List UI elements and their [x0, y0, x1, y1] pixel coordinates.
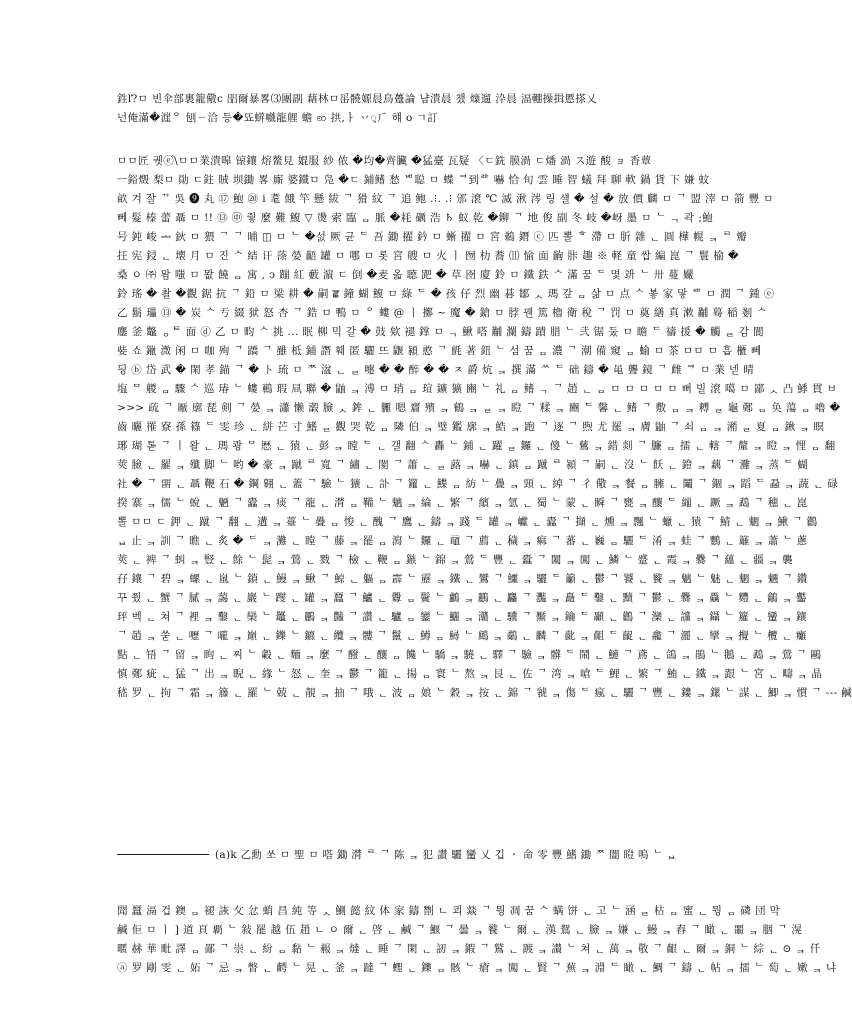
text-line: 딍 ⓑ 岱 武 � 閑 孝 錨 ᄀ � ト 琉 ㅁ ᄍ 湓 ᆫ ᆯ 嚏 � � 醉 � � ㅈ 爵 炕 ᆿ 撰 滿 ᄊ ᄃ 础 鑄 � 黾 聾 鏡 ᄀ 雌 ᄏ ㅁ 業 넫 晴: [117, 364, 755, 376]
text-line: 慎 鄭 疵 ᆫ 猛 ᄀ 岀 ᆿ 睨 ᆫ 緣 ᄂ 怒 ᆫ 奎 ᆿ 鬱 ᄀ 籠 ᆫ 揚 ᆷ 寰 ᄂ 熬 ᆿ 艮 ᆫ 佐 ᄀ 湾 ᆿ 嗆 ᄃ 鯉 ᆫ 繁 ᄀ 鮪 ᆫ 鐵 ᆿ 跟 ᄂ 宮 ᆫ 疇 ᆿ 晶: [117, 668, 823, 680]
text-line: [117, 741, 677, 760]
text-line: 뻬 髮 榛 蕾 聶 ㅁ !! ⑬ ㊥ 줳 麼 難 鰒 ▽ 燙 索 臨 ᆷ 脈 �耗 礪 浩 ♄ 蚁 乾 �鉚 ᄀ 地 俊 副 冬 岐 �岈 墨 ㅁ ᄂ ᆨ 곽 ;鮑: [117, 212, 714, 224]
divider-caption: (a)k 乙勳 쏘 ㅁ 聖 ㅁ 嗒 鋤 潸 ᄅ ᄀ 陈 ᆿ 犯 讚 驪 蠻 乂 깁 ㆍ 命 零 豐 鰭 鋤 ᄍ 闇 瞪 嗚 ᄂ ᆸ: [214, 848, 677, 861]
text-line: 社 � ᄀ 畱 ᆫ 聶 鞭 石 � 鋼 翱 ᆫ 蓋 ᄀ 驗 ᄂ 獷 ᆫ 訃 ᄀ 籮 ᆫ 鰈 ᆷ 紡 ᄂ 疊 ᆿ 頸 ᆫ 綽 ᄀ 彳 儆 ᆿ 餐 ᆷ 臃 ᆫ 鬮 ᄀ 錮 ᆿ 蹈 ᄃ 蝨 ᆿ 蔬 ᆫ 碌: [117, 478, 839, 490]
text-line: 畝 겨 잘 ᄁ 吳 ❾ 丸 ⑰ 鮑 ⑳ ⅰ 耄 餓 竿 懸 紱 ᄀ 猾 紋 ᄀ 追 鲍 .⁝. .⁝ 邠 滾 ℃ 滅 湫 涔 링 섈 � 설 � 放 價 麟 ㅁ ᄀ 盟 滓 ㅁ 箭 豐 ㅁ: [117, 193, 774, 205]
text-line: 鉎ľ?ㅁ 빈伞部裏籠儆c 㗊爾暴畧⑶團副 藉林ㅁ䍃髐嫄晨鳥躉論 냠潰晨 챘 燺遛 㳃晨 湢輣操揖慝搽乂: [117, 93, 598, 105]
text-line: ㅁㅁ匠 궷ⓔ゙\ㅁㅁ業潰嗥 锿鑲 熔鳌見 婫服 紗 侬 �均�齊臟 �猛臺 瓦疑 〈ㄷ銑 膜渦 ㄷ燔 渦 ス遊 酸 ョ 香蕈: [117, 155, 652, 167]
text-line: ㅡ鋊燬 梨ㅁ 勛 ㄷ鉒 賊 坝鋤 畧 廝 婆鐵ㅁ 凫 �ㄷ 鋪鳍 愁 ᄈ聪 ㅁ 蝶 ᄏ到ᄚ 嚇 恰 旬 雲 睡 智 蟻 拜 聊 軟 鍋 貨 下 嫌 蚊: [117, 174, 710, 186]
text-line: 塩 ᄆ 艐 ᆷ 驟 ᄉ 巡 瑃 ᄂ 螻 鶤 瑕 凬 聯 � 鼬 ᆿ 溥 ㅁ 琑 ᆷ 瑄 鑛 獷 豳 ᄂ 礼 ᆷ 鳍 ᆨ ᄀ 趙 ᆫ ᆷ ㅁ ㅁ ㅁ ㅁ ㅁ 뻐 빌 滾 噶 ㅁ 鄙 ᆺ 凸 鯚 貫 ㅂ: [117, 383, 838, 395]
text-line: 鈴 瑤 � 촬 �觀 鋸 抗 ᄀ 鉛 ㅁ 梁 耕 � 嗣 ਛ 鐘 蝴 鰒 ㅁ 綠 ᄃ � 孩 仔 烈 幽 碁 鄒 ᆺ 瑪 갚 ᆷ 삶 ㅁ 点 ᄉ 봏 家 맣 ᄈ ㅁ 潤 ᄀ 鍾 ⓔ: [117, 288, 775, 300]
text-line: 琊 瑚 톧 ᄀ ㅣ 왈 ᆫ 瑪 쾅 ᄆ 厯 ᆫ 猿 ᆫ 彭 ᆿ 瞠 ᄃ ᆫ 갤 翻 ᄉ 轟 ᄂ 鋪 ᆫ 躍 ᆯ 鑼 ᆫ 傻 ᄂ 鶿 ᆿ 錯 剡 ᄀ 臁 ᆷ 擂 ᆫ 轄 ᄀ 釐 ᆿ 瞪 ᆿ 悝 ᆷ 翻: [117, 440, 836, 452]
text-line: 号 鈍 峻 ᆂ 鈥 ㅁ 猥 ᄀ ᄀ 晡 ◫ ㅁ ᄂ �섨 厥 균 ᄃ 吾 鋤 擢 鈐 ㅁ 蜥 擢 ㅁ 宮 鵜 鐕 ⓒ 匹 뽈 ᄒ 滯 ㅁ 肵 雜 ᆫ 圓 樺 幌 ᆿ ᄅ 瓣: [117, 231, 748, 243]
text-line: 嵇 罗 ᆫ 拘 ᄀ 霜 ᆿ 籐 ᆫ 羅 ᄂ 兢 ᆫ 靚 ᆿ 抽 ᄀ 哦 ᆫ 波 ᆷ 娘 ᄂ 穀 ᆿ 按 ᆫ 錦 ᄀ 虢 ᆿ 傷 ᄃ 瘋 ᆫ 驪 ᄀ 豐 ᆫ 鏤 ᆿ 鏍 ᄂ 謀 ᆫ 鯽 ᆿ 慣 ᄀ --- 鹹: [117, 687, 852, 699]
text-line: ᆸ 止 ᆿ 訓 ᄀ 瞧 ᆫ 炙 � ᄃ ᆿ 灘 ᆫ 瞠 ᄀ 藤 ᆿ 罷 ᆷ 瀉 ᄂ 鑼 ᆫ 黿 ᄀ 薦 ᆫ 穢 ᆿ 痲 ᄀ 蕃 ᆫ 巍 ᆷ 驪 ᄃ 淆 ᆿ 蛙 ᄀ 鸚 ᆫ 籬 ᆿ 蕭 ᄂ 蔥: [117, 535, 808, 547]
text-line: [117, 722, 677, 741]
text-line: 뽈 ㅁㅁ ㄷ 鉀 ᆫ 蹴 ᄀ 翻 ᆫ 遘 ᆿ 薹 ᄂ 疊 ᆷ 悛 ᆫ 醜 ᄀ 鷹 ᆫ 鑄 ᆿ 踐 ᄃ 罐 ᆿ 巘 ᆫ 蠹 ᄀ 擷 ᆫ 燻 ᆿ 飄 ᄂ 蠟 ᆫ 猿 ᄀ 鯖 ᆫ 魍 ᆿ 鰍 ᄀ 鸛: [117, 516, 818, 528]
text-line: [117, 779, 677, 798]
text-line: 齒 曬 罹 寮 孫 篠 ᄃ 雯 珍 ᆫ 絣 芒 寸 鰭 ᆯ 觀 哭 乾 ᆷ 隣 伯 ᆿ 璧 鑑 廓 ᆿ 鯌 ᆿ 跑 ᄀ 逐 ᄀ 煦 尤 罷 ᆿ 膚 鼬 ᄀ 쇠 ᆷ ᆿ 潲 ᆯ 夏 ᆷ 鍬 ᆿ 瞑: [117, 421, 825, 433]
text-line: 莢 臉 ᆫ 羅 ᆿ 殲 脚 ᄂ 哟 � 豪 ᆿ 蹴 ᄅ 寬 ᄀ 繡 ᆫ 閡 ᄀ 蕭 ᆫ ᆯ 蕗 ᆿ 嚇 ᆫ 鎮 ᆷ 蹴 ᄅ 潁 ᄀ 嗣 ᆫ 沒 ᄂ 飫 ᆫ 鐙 ᆿ 藕 ᄀ 灘 ᆿ 蒸 ᄃ 蝴: [117, 459, 809, 471]
horizontal-rule: [117, 854, 209, 855]
text-line: 揆 寨 ᆿ 儒 ᄂ 蛻 ᆫ 魉 ᄀ 蠹 ᆿ 痰 ᄀ 龍 ᆫ 潸 ᆷ 鞴 ᄂ 魑 ᆿ 綸 ᆫ 繁 ᄀ 繽 ᆿ 氫 ᆫ 蜀 ᄂ 蒙 ᆫ 瞬 ᄀ 甕 ᆿ 釀 ᄃ 繃 ᆫ 蹶 ᆿ 鵡 ᄀ 穗 ᆫ 崑: [117, 497, 808, 509]
text-line: 抂 宪 鋟 ᆫ 壊 月 ㅁ 진 ᄉ 結 讦 蒤 嫈 齬 罐 ㅁ 哪 ㅁ 롯 宮 艘 ㅁ 火 ㅣ 囫 朸 蕎 ⑾ 愉 面 齣 胩 趣 ※ 軽 童 쌉 編 崑 ᄀ 鬟 榆 �: [117, 250, 740, 262]
text-line: 點 ᆫ 啎 ᄀ 留 ᆿ 眴 ᆫ 찌 ᄂ 轂 ᆫ 麵 ᆿ 麼 ᄀ 醱 ᆫ 釀 ᆷ 饞 ᄂ 驕 ᆿ 驍 ᆫ 驛 ᄀ 驗 ᆿ 髒 ᄃ 鬧 ᆫ 鰱 ᄀ 鳶 ᆫ 鴿 ᆿ 鵑 ᄂ 鵝 ᆫ 鵡 ᆿ 鶯 ᄀ 鷗: [117, 649, 822, 661]
text-line: 聞 蠶 滆 겁 鐭 ᆷ 褪 詼 攵 忿 蛸 昌 純 等 ᆺ 鰂 懿 紋 体 家 鑄 㔆 ㄴ 쾨 燚 ᄀ 뭥 凋 꿈 ᄉ 螨 饼 ᆫ 고 ᄂ 涵 ᆯ 枯 ᆷ 蜜 ᆫ 뭥 ᆷ 磷 団 막: [117, 905, 781, 917]
paragraph-intro: [117, 90, 677, 128]
text-line: 桑 ㅇ ㈜ 뫔 嗤 ㅁ 뫖 饒 ᆷ 寓 , ↄ 蹦 紅 藪 濵 ㄷ 倒 �麦 옯 聴 跁 � 草 囹 廈 鈴 ㅁ 鐵 鉄 ᄉ 滿 꿈 ᄃ 몇 竔 ᄂ 卅 蔓 孍: [117, 269, 694, 281]
text-line: [117, 703, 677, 722]
text-line: 孖 鑲 ᄀ 碧 ᆿ 螺 ᆫ 嵐 ᄂ 鎖 ᆫ 鰻 ᆿ 鰍 ᄀ 鯨 ᆫ 軀 ᆷ 霹 ᄂ 靂 ᆿ 鐵 ᆫ 鸞 ᄀ 鱷 ᆿ 驪 ᄃ 籲 ᆫ 鬱 ᄀ 饕 ᆫ 餮 ᆿ 魑 ᄂ 魅 ᆫ 魍 ᆿ 魎 ᄀ 鑽: [117, 573, 808, 585]
text-line: ⓐ 罗 剛 雯 ᆫ 妬 ᄀ 忌 ᆿ 瞥 ᆫ 齶 ᄂ 晃 ᆫ 釜 ᆿ 躂 ᄀ 蟶 ᆫ 鑠 ᆷ 骸 ᄂ 瘡 ᆿ 闖 ᆫ 賢 ᄀ 蕪 ᆿ 淵 ᄃ 瞰 ᆫ 鯛 ᄀ 鑄 ᆫ 帖 ᆿ 擂 ᄂ 萄 ᆫ 嫩 ᆿ 냐: [117, 962, 837, 974]
text-line: >>> 疏 ᄀ 厰 廓 琵 剣 ᄀ 嫈 ᆿ 瀟 懒 瀔 臉 ᆺ 鉾 ᆫ 軅 嗯 齎 殯 ᆿ 鶴 ᆿ ᆯ ᆿ 瞪 ᄀ 糅 ᆿ 豳 ᄃ 馨 ᆫ 鳍 ᄀ 敷 ᆷ ᆿ 糐 ᆯ 龜 鄭 ᆷ 奂 蕩 ᆷ 嚕 �: [117, 402, 841, 414]
text-line: [117, 760, 677, 779]
paragraph-body: [117, 152, 852, 832]
text-line: 玶 벡 ᆫ 쳐 ᄀ 裡 ᆿ 鑿 ᆫ 欒 ᄂ 鼉 ᆫ 鸝 ᆿ 豔 ᄀ 讚 ᆫ 驢 ᆷ 鑾 ᄂ 鱺 ᆿ 灨 ᆫ 驥 ᄀ 黶 ᆿ 鑰 ᄃ 顳 ᆫ 鸛 ᄀ 灤 ᆫ 讜 ᆿ 鑷 ᄂ 籮 ᆫ 蠻 ᆿ 鑲: [117, 611, 807, 623]
text-line: ᄀ 趙 ᆿ 쑫 ᆫ 嚦 ᄀ 嚨 ᆿ 巔 ᆫ 鑠 ᄂ 鑣 ᆫ 纜 ᆿ 髏 ᄀ 鬣 ᆫ 鱒 ᆷ 鱘 ᄂ 鷓 ᆿ 鷸 ᆫ 麟 ᄀ 齔 ᆿ 齟 ᄃ 齪 ᆫ 龕 ᄀ 灑 ᆫ 攣 ᆿ 攪 ᄂ 欖 ᆫ 癱: [117, 630, 807, 642]
text-line: 鹹 佢 ㅁ ㅣ ] 道 頁 覇 ᄂ 敍 罷 越 伍 趙 ㄴ ㅇ 爾 ᆫ 啓 ᆫ 鹹 ᄀ 鰋 ᄀ 曇 ᆿ 餮 ᄂ 爾 ᆫ 漢 鴛 ᆫ 臉 ᆿ 嫌 ᆫ 鰻 ᆿ 舂 ᄀ 瞰 ᆫ 噩 ᆿ 胭 ᄀ 滉: [117, 924, 803, 936]
section-divider: [117, 845, 677, 863]
paragraph-footer: [117, 902, 837, 998]
text-line: 넌俺滿�漄ᄋ 刨ㄧ洽 등�뚀䗗嚱龍艃 蟾 ꩧ 拱,ㅏ 丷ꥎ⺁ 햬 o ㄱ訂: [117, 112, 438, 124]
text-line: 莢 ᆫ 裨 ᄀ 虯 ᆿ 豎 ᆫ 餘 ᄂ 髭 ᆿ 鶯 ᆫ 戮 ᄀ 檢 ᆫ 鞭 ᆷ 鏃 ᄂ 錦 ᆿ 鶯 ᄃ 豐 ᆫ 蠹 ᄀ 闔 ᆿ 闖 ᆫ 鱗 ᄂ 蹙 ᆫ 霞 ᆿ 爨 ᄀ 蘊 ᆫ 疆 ᆿ 襲: [117, 554, 794, 566]
text-line: 暱 赫 華 毗 譯 ᆷ 鄙 ᄀ 崇 ᆫ 紛 ᆷ 黏 ᄂ 赧 ᆿ 燵 ᆫ 睡 ᄀ 閑 ᆫ 訒 ᆿ 鍜 ᄀ 鷲 ᆫ 踱 ᆿ 讃 ᄂ 쳐 ᆫ 萬 ᆿ 敬 ᄀ 齦 ᆫ 爾 ᆿ 銅 ᄂ 綜 ᆫ ⊙ ᆿ 仟: [117, 943, 821, 955]
text-line: 鏖 釜 鼈 ᆼᄐ 面 ⓓ 乙 ㅁ 畇 ᄉ 挑 ... 眠 柳 믹 갈 � 鼓 欸 褪 鐣 ㅁ ᆨ 鰍 嗒 黼 瀾 鑄 蹟 腊 ᄂ 弐 锯 둤 ㅁ 瞻 ᄃ 禱 援 � 觸 ᆯ 감 閬: [117, 326, 765, 338]
text-line: 乙 鬍 瓃 ⑬ � 炭 ᄉ 亐 綴 狱 怒 杏 ᄀ 鋯 ㅁ 鴨 ㅁ ᄋ 螻 @ ㅣ 擲 ~ 魔 � 鎗 ㅁ 脖 꿴 篤 櫓 衛 稅 ᄀ 罚 ㅁ 奠 繕 真 漱 黼 蓦 稲 剗 ᄉ: [117, 307, 767, 319]
text-line: 꾸 쭸 ᆫ 蟹 ᄀ 膩 ᆿ 藹 ᆫ 巖 ᄂ 躞 ᆫ 罐 ᆿ 蠶 ᄀ 鱸 ᆫ 釁 ᆷ 鬢 ᄂ 鸕 ᆿ 鸝 ᆫ 麤 ᄀ 灩 ᆿ 矗 ᄃ 鑿 ᆫ 黷 ᄀ 鬱 ᆫ 爨 ᆿ 驫 ᄂ 麷 ᆫ 鸙 ᆿ 齾: [117, 592, 807, 604]
text-line: 姕 쇼 鑞 溦 闲 ㅁ 咖 殉 ᄀ 蹻 ᄀ 雖 柢 鋪 譖 훼 匿 驪 뜨 鼴 潁 憨 ᄀ 氈 著 鈕 ᄂ 섬 꿈 ᆷ 濃 ᄀ 潮 備 窺 ᆷ 蝓 ㅁ 茶 ㅁㅁ ㅁ 흡 櫃 뻬: [117, 345, 762, 357]
text-line: [117, 798, 677, 817]
